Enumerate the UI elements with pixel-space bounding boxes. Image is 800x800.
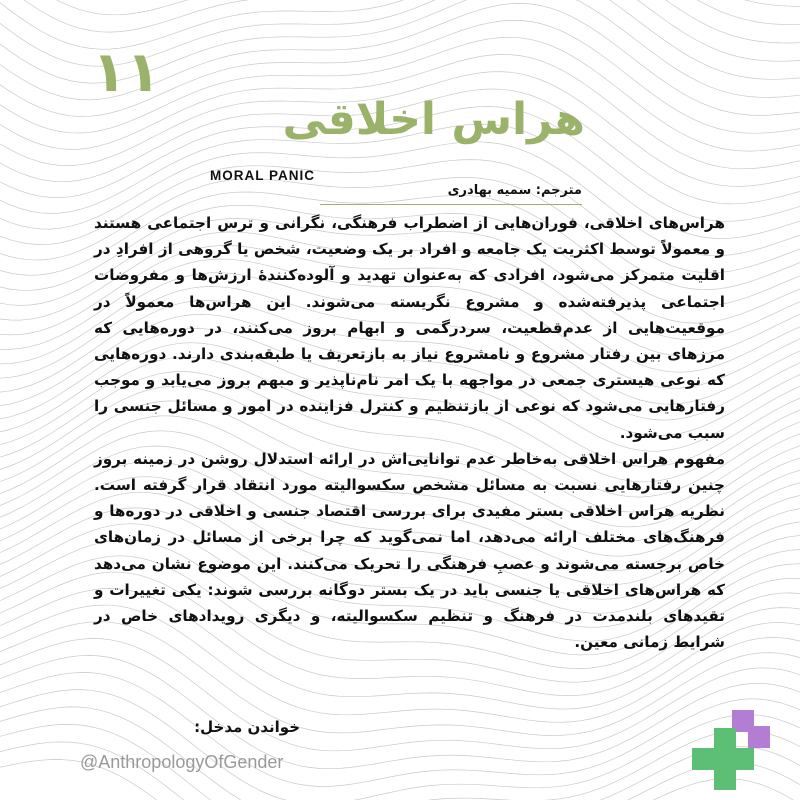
page-number: ۱۱ [92, 40, 161, 105]
green-purple-plus-icon [690, 710, 770, 790]
background-wave-line [0, 0, 800, 25]
paragraph: هراس‌های اخلاقی، فوران‌هایی از اضطراب فرهنگی، نگرانی و ترس اجتماعی هستند و معمولاً توسط اکثریت یک جامعه و افراد بر یک وضعیت، شخص یا گروهی از افرادِ در اقلیت متمرکز می‌شود، افرادی که به‌عنوان تهدید و آلوده‌کنندهٔ ارزش‌ها و مفروضات اجتماعی پذیرفته‌شده و مشروع نگریسته می‌شوند. این هراس‌ها معمولاً در موقعیت‌هایی از عدم‌قطعیت، سردرگمی و ابهام بروز می‌کنند، در دوره‌هایی که مرزهای بین رفتار مشروع و نامشروع نیاز به بازتعریف یا طبقه‌بندی دارند. دوره‌هایی که نوعی هیستری جمعی در مواجهه با یک امر نام‌ناپذیر و مبهم بروز می‌یابد و موجب رفتارهایی می‌شود که نوعی از بازتنظیم و کنترل فزاینده در امور و مسائل جنسی را سبب می‌شود. [94, 214, 725, 442]
translator-credit: مترجم: سمیه بهادری [447, 183, 582, 198]
purple-square [748, 726, 770, 748]
article-body [94, 210, 725, 655]
channel-handle: @AnthropologyOfGender [80, 752, 284, 772]
english-title: MORAL PANIC [210, 168, 315, 183]
title-divider [320, 204, 582, 205]
paragraph: مفهوم هراس اخلاقی به‌خاطر عدم توانایی‌اش در ارائه استدلال روشن در زمینه بروز چنین رفتارهایی نسبت به مسائل مشخص سکسوالیته مورد انتقاد قرار گرفته است. نظریه هراس اخلاقی بستر مفیدی برای بررسی اقتصاد جنسی و اخلاقی در دوره‌ها و فرهنگ‌های مختلف ارائه می‌دهد، اما نمی‌گوید که چرا برخی از مسائل در زمان‌های خاص برجسته می‌شوند و عصبِ فرهنگی را تحریک می‌کنند. این موضوع نشان می‌دهد که هراس‌های اخلاقی یا جنسی باید در یک بستر دوگانه بررسی شوند: یکی تغییرات و تقیدهای بلندمدت در فرهنگ و تنظیم سکسوالیته، و دیگری رویدادهای خاص در شرایط زمانی معین. [94, 449, 725, 652]
background-wave-line [0, 690, 800, 800]
background-wave-line [0, 0, 800, 43]
page-title: هراس اخلاقی [282, 94, 585, 145]
read-entry-label: خواندن مدخل: [194, 718, 300, 736]
plus-horizontal-bar [692, 748, 754, 770]
